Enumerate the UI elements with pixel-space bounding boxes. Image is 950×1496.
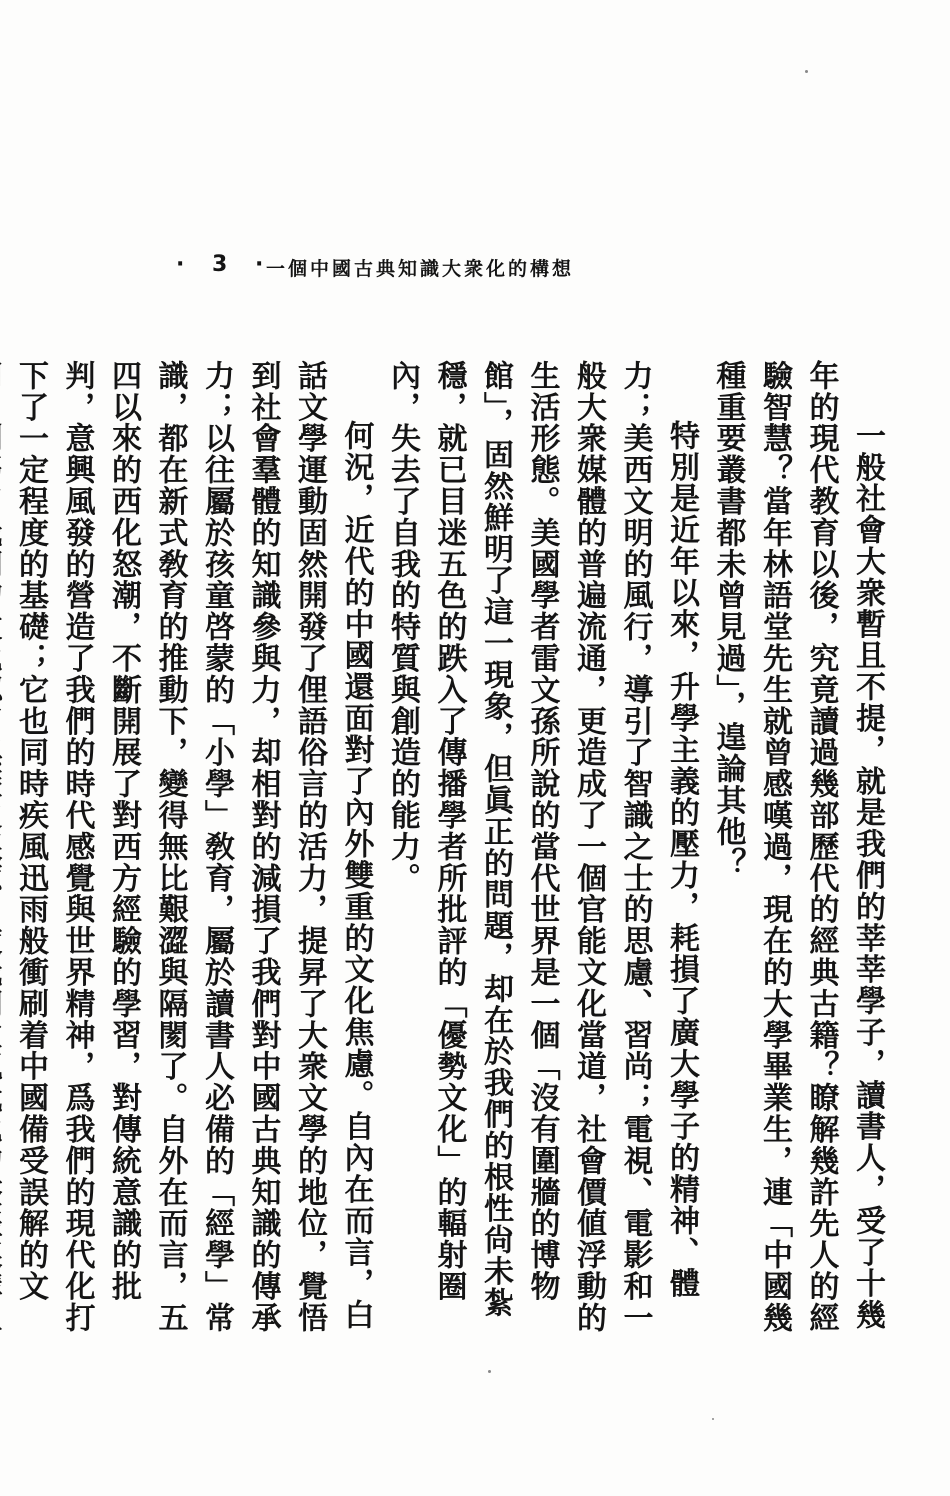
paragraph-1: 一般社會大衆暫且不提，就是我們的莘莘學子，讀書人，受了十幾年的現代教育以後，究竟讀過幾部歷代的經典古籍？瞭解幾許先人的經驗智慧？當年林語堂先生就曾感嘆過，現在的大學畢業生，連「中國幾種重要叢書都未曾見過」，遑論其他？ [710, 360, 885, 1334]
paper-speck [488, 1370, 491, 1373]
paper-speck [712, 1418, 714, 1420]
paragraph-2: 特別是近年以來，升學主義的壓力，耗損了廣大學子的精神、體力；美西文明的風行，導引了智識之士的思慮、習尚；電視、電影和一般大衆媒體的普遍流通，更造成了一個官能文化當道，社會價値浮動的生活形態。美國學者雷文孫所說的當代世界是一個「沒有圍牆的博物館」，固然鮮明了這一現象，但眞正的問題，却在於我們的根性尙未紮穩，就已目迷五色的跌入了傳播學者所批評的「優勢文化」的輻射圈內，失去了自我的特質與創造的能力。 [385, 360, 699, 1334]
paper-speck [805, 70, 808, 73]
running-header [0, 252, 950, 292]
body-text [13, 360, 890, 1340]
page-number: · 3 · [176, 252, 274, 277]
running-title: 想構的化衆大識知典古國中個一 [265, 258, 574, 280]
paragraph-3: 何況，近代的中國還面對了內外雙重的文化焦慮。自內在而言，白話文學運動固然開發了俚語俗言的活力，提昇了大衆文學的地位，覺悟到社會羣體的知識參與力，却相對的減損了我們對中國古典知識的傳承力；以往屬於孩童啓蒙的「小學」敎育，屬於讀書人必備的「經學」常識，都在新式敎育的推動下，變得無比艱澀與隔閡了。自外在而言，五四以來的西化怒潮，不斷開展了對西方經驗的學習，對傳統意識的批判，意興風發的營造了我們的時代感覺與世界精神，爲我們的現代化打下了一定程度的基礎；它也同時疾風迅雨般衝刷着中國備受誤解的文 [13, 360, 374, 1334]
